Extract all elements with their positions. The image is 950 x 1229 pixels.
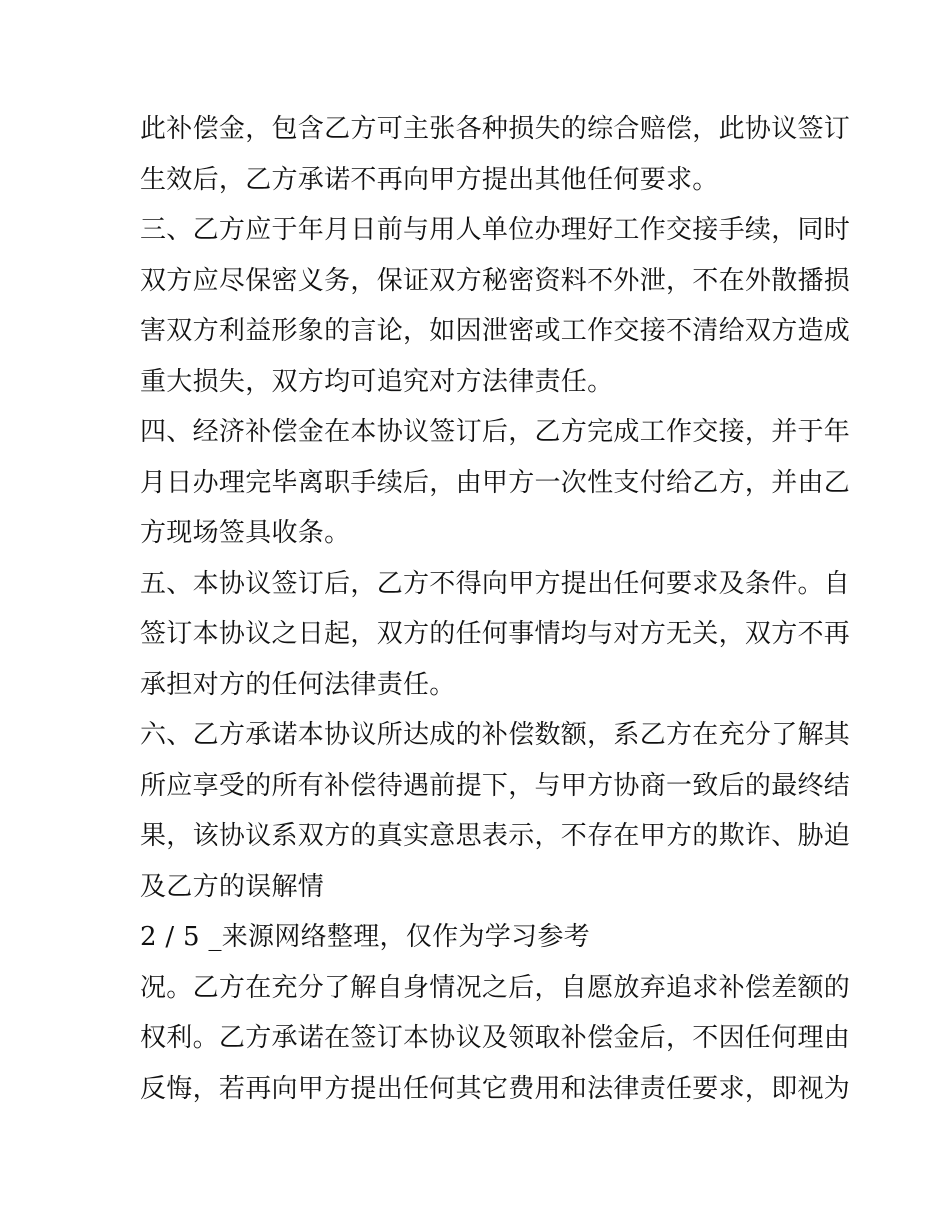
text-line: 签订本协议之日起，双方的任何事情均与对方无关，双方不再 [140, 619, 851, 649]
text-line: 果，该协议系双方的真实意思表示，不存在甲方的欺诈、胁迫 [140, 821, 851, 851]
text-line: 六、乙方承诺本协议所达成的补偿数额，系乙方在充分了解其 [140, 720, 851, 750]
text-line: 及乙方的误解情 [140, 871, 325, 902]
text-line: 生效后，乙方承诺不再向甲方提出其他任何要求。 [140, 164, 719, 195]
text-line: 反悔，若再向甲方提出任何其它费用和法律责任要求，即视为 [140, 1073, 851, 1104]
text-line: 五、本协议签订后，乙方不得向甲方提出任何要求及条件。自 [140, 568, 851, 599]
text-line: 承担对方的任何法律责任。 [140, 669, 456, 700]
text-line: 月日办理完毕离职手续后，由甲方一次性支付给乙方，并由乙 [140, 467, 851, 498]
text-line: 方现场签具收条。 [140, 518, 351, 548]
text-line: 所应享受的所有补偿待遇前提下，与甲方协商一致后的最终结 [140, 770, 851, 801]
text-line: 权利。乙方承诺在签订本协议及领取补偿金后，不因任何理由 [140, 1023, 851, 1053]
page-footer-note: 2 / 5 _来源网络整理，仅作为学习参考 [140, 922, 590, 952]
text-line: 双方应尽保密义务，保证双方秘密资料不外泄，不在外散播损 [140, 265, 851, 296]
text-line: 重大损失，双方均可追究对方法律责任。 [140, 366, 614, 397]
document-body [140, 104, 851, 1114]
text-line: 三、乙方应于年月日前与用人单位办理好工作交接手续，同时 [140, 215, 851, 245]
text-line: 四、经济补偿金在本协议签订后，乙方完成工作交接，并于年 [140, 417, 851, 447]
text-line: 况。乙方在充分了解自身情况之后，自愿放弃追求补偿差额的 [140, 972, 851, 1003]
text-line: 害双方利益形象的言论，如因泄密或工作交接不清给双方造成 [140, 316, 851, 346]
text-line: 此补偿金，包含乙方可主张各种损失的综合赔偿，此协议签订 [140, 114, 851, 144]
